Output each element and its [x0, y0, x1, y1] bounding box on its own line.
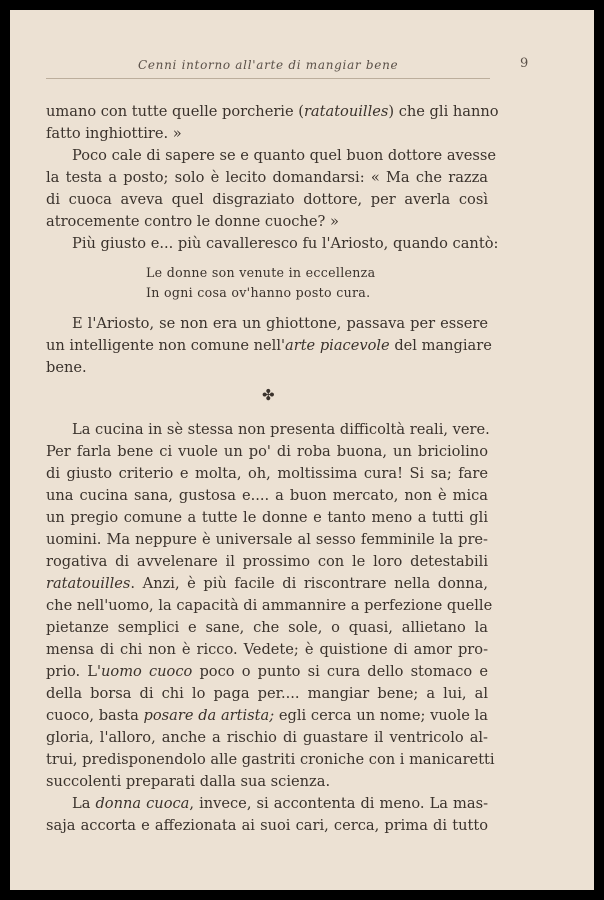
text-line: trui, predisponendolo alle gastriti croniche con i manicaretti [46, 751, 495, 768]
text-line: che nell'uomo, la capacità di ammannire a perfezione quelle [46, 597, 493, 614]
text-line: di giusto criterio e molta, oh, moltissima cura! Si sa; fare [46, 465, 488, 482]
verse-line: Le donne son venute in eccellenza [146, 265, 376, 280]
text-line: ratatouilles. Anzi, è più facile di riscontrare nella donna, [46, 575, 488, 592]
text-line: pietanze semplici e sane, che sole, o quasi, allietano la [46, 619, 488, 636]
text-line: rogativa di avvelenare il prossimo con le loro detestabili [46, 553, 488, 570]
text-line: uomini. Ma neppure è universale al sesso femminile la pre- [46, 531, 488, 548]
text-line: Per farla bene ci vuole un po' di roba buona, un briciolino [46, 443, 488, 460]
text-line: succolenti preparati dalla sua scienza. [46, 773, 331, 790]
header-rule [46, 78, 490, 79]
text-line: una cucina sana, gustosa e.... a buon mercato, non è mica [46, 487, 488, 504]
text-line: E l'Ariosto, se non era un ghiottone, passava per essere [72, 315, 488, 332]
text-line: prio. L'uomo cuoco poco o punto si cura dello stomaco e [46, 663, 488, 680]
book-page [10, 10, 594, 890]
text-line: umano con tutte quelle porcherie (ratatouilles) che gli hanno [46, 103, 499, 120]
page-number: 9 [520, 56, 529, 71]
text-line: un pregio comune a tutte le donne e tanto meno a tutti gli [46, 509, 488, 526]
running-head [50, 56, 529, 78]
text-line: Poco cale di sapere se e quanto quel buon dottore avesse [72, 147, 497, 164]
text-line: La donna cuoca, invece, si accontenta di meno. La mas- [72, 795, 489, 812]
text-line: gloria, l'alloro, anche a rischio di guastare il ventricolo al- [46, 729, 488, 746]
text-line: saja accorta e affezionata ai suoi cari, cerca, prima di tutto [46, 817, 488, 834]
verse-line: In ogni cosa ov'hanno posto cura. [146, 285, 371, 300]
text-line: bene. [46, 359, 87, 376]
text-line: cuoco, basta posare da artista; egli cerca un nome; vuole la [46, 707, 488, 724]
text-line: un intelligente non comune nell'arte piacevole del mangiare [46, 337, 492, 354]
text-line: della borsa di chi lo paga per.... mangiar bene; a lui, al [46, 685, 488, 702]
text-line: mensa di chi non è ricco. Vedete; è quistione di amor pro- [46, 641, 488, 658]
running-title: Cenni intorno all'arte di mangiar bene [138, 58, 399, 72]
text-line: La cucina in sè stessa non presenta difficoltà reali, vere. [72, 421, 490, 438]
text-line: Più giusto e... più cavalleresco fu l'Ariosto, quando cantò: [72, 235, 499, 252]
text-line: la testa a posto; solo è lecito domandarsi: « Ma che razza [46, 169, 488, 186]
section-ornament: ✤ [262, 386, 275, 404]
text-line: di cuoca aveva quel disgraziato dottore, per averla così [46, 191, 488, 208]
text-line: atrocemente contro le donne cuoche? » [46, 213, 339, 230]
text-line: fatto inghiottire. » [46, 125, 182, 142]
